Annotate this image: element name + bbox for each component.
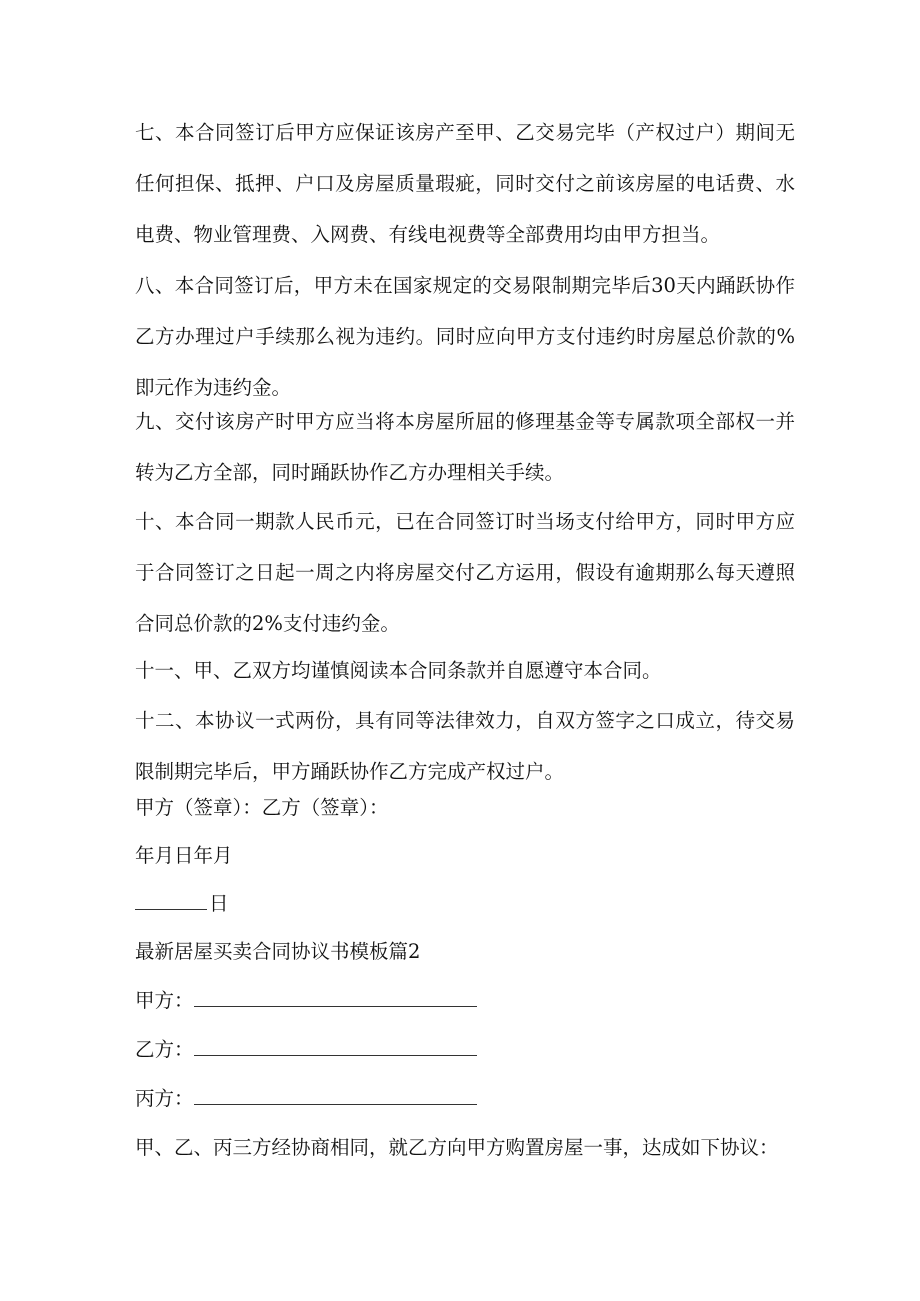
party-a-line <box>135 986 795 1016</box>
clause-10: 十、本合同一期款人民币元，已在合同签订时当场支付给甲方，同时甲方应于合同签订之日起一周之内将房屋交付乙方运用，假设有逾期那么每天遵照合同总价款的2%支付违约金。 <box>135 510 795 635</box>
day-blank <box>135 893 207 910</box>
party-c-line <box>135 1084 795 1114</box>
agreement-intro: 甲、乙、丙三方经协商相同，就乙方向甲方购置房屋一事，达成如下协议： <box>135 1136 779 1159</box>
party-a-label: 甲方： <box>135 989 194 1012</box>
party-b-label: 乙方： <box>135 1038 194 1061</box>
party-c-label: 丙方： <box>135 1087 194 1110</box>
party-b-line <box>135 1035 795 1065</box>
day-suffix: 日 <box>209 892 229 915</box>
clause-7: 七、本合同签订后甲方应保证该房产至甲、乙交易完毕（产权过户）期间无任何担保、抵押、户口及房屋质量瑕疵，同时交付之前该房屋的电话费、水电费、物业管理费、入网费、有线电视费等全部费用均由甲方担当。 <box>135 121 795 246</box>
party-c-blank <box>194 1088 477 1105</box>
clause-9: 九、交付该房产时甲方应当将本房屋所屈的修理基金等专属款项全部权一并转为乙方全部，同时踊跃协作乙方办理相关手续。 <box>135 410 795 484</box>
clause-12: 十二、本协议一式两份，具有同等法律效力，自双方签字之口成立，待交易限制期完毕后，甲方踊跃协作乙方完成产权过户。 <box>135 709 795 783</box>
party-a-blank <box>194 990 477 1007</box>
clause-11: 十一、甲、乙双方均谨慎阅读本合同条款并自愿遵守本合同。 <box>135 659 662 682</box>
signature-line: 甲方（签章）：乙方（签章）： <box>135 796 389 819</box>
clause-8: 八、本合同签订后，甲方未在国家规定的交易限制期完毕后30天内踊跃协作乙方办理过户手续那么视为违约。同时应向甲方支付违约时房屋总价款的%即元作为违约金。 <box>135 274 795 399</box>
party-b-blank <box>194 1039 477 1056</box>
date-line: 年月日年月 <box>135 844 233 867</box>
day-line <box>135 889 795 919</box>
section2-title: 最新居屋买卖合同协议书模板篇2 <box>135 940 421 963</box>
